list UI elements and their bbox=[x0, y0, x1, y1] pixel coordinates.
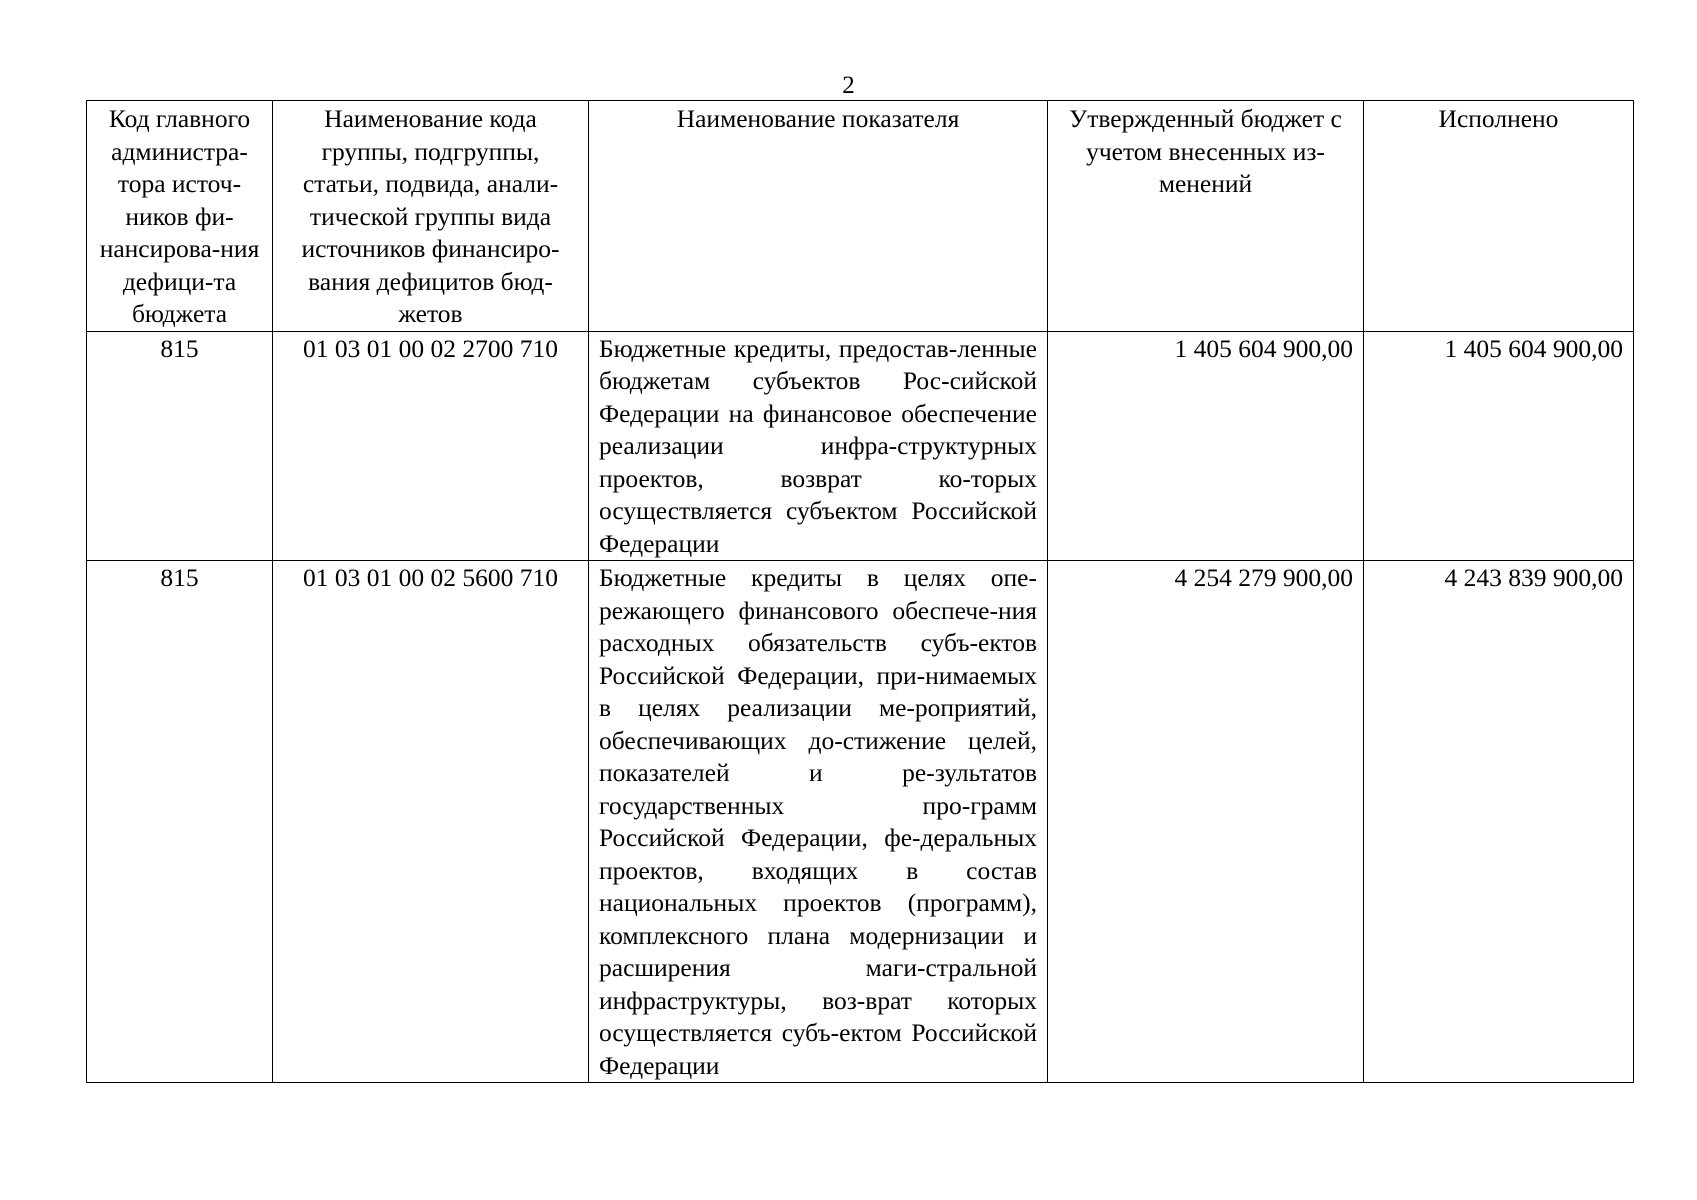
page-number: 2 bbox=[842, 72, 855, 99]
header-admin-code: Код главного администра-тора источ-ников фи-нансирова-ния дефици-та бюджета bbox=[87, 101, 273, 332]
budget-sources-table bbox=[86, 100, 1634, 1083]
indicator-name-cell: Бюджетные кредиты, предостав-ленные бюджетам субъектов Рос-сийской Федерации на финансовое обеспечение реализации инфра-структурных проектов, возврат ко-торых осуществляется субъектом Российской Федерации bbox=[589, 331, 1048, 561]
executed-cell: 4 243 839 900,00 bbox=[1364, 561, 1634, 1083]
table-row bbox=[87, 561, 1634, 1083]
admin-code-cell: 815 bbox=[87, 561, 273, 1083]
group-code-cell: 01 03 01 00 02 5600 710 bbox=[273, 561, 589, 1083]
approved-budget-cell: 1 405 604 900,00 bbox=[1048, 331, 1364, 561]
indicator-name-cell: Бюджетные кредиты в целях опе-режающего финансового обеспече-ния расходных обязательств субъ-ектов Российской Федерации, при-нимаемых в целях реализации ме-роприятий, обеспечивающих до-стижение целей, показателей и ре-зультатов государственных про-грамм Российской Федерации, фе-деральных проектов, входящих в состав национальных проектов (программ), комплексного плана модернизации и расширения маги-стральной инфраструктуры, воз-врат которых осуществляется субъ-ектом Российской Федерации bbox=[589, 561, 1048, 1083]
group-code-cell: 01 03 01 00 02 2700 710 bbox=[273, 331, 589, 561]
table-header-row bbox=[87, 101, 1634, 332]
header-approved-budget: Утвержденный бюджет с учетом внесенных из-менений bbox=[1048, 101, 1364, 332]
table-row bbox=[87, 331, 1634, 561]
approved-budget-cell: 4 254 279 900,00 bbox=[1048, 561, 1364, 1083]
executed-cell: 1 405 604 900,00 bbox=[1364, 331, 1634, 561]
admin-code-cell: 815 bbox=[87, 331, 273, 561]
header-indicator-name: Наименование показателя bbox=[589, 101, 1048, 332]
header-group-code: Наименование кода группы, подгруппы, статьи, подвида, анали-тической группы вида источников финансиро-вания дефицитов бюд-жетов bbox=[273, 101, 589, 332]
header-executed: Исполнено bbox=[1364, 101, 1634, 332]
